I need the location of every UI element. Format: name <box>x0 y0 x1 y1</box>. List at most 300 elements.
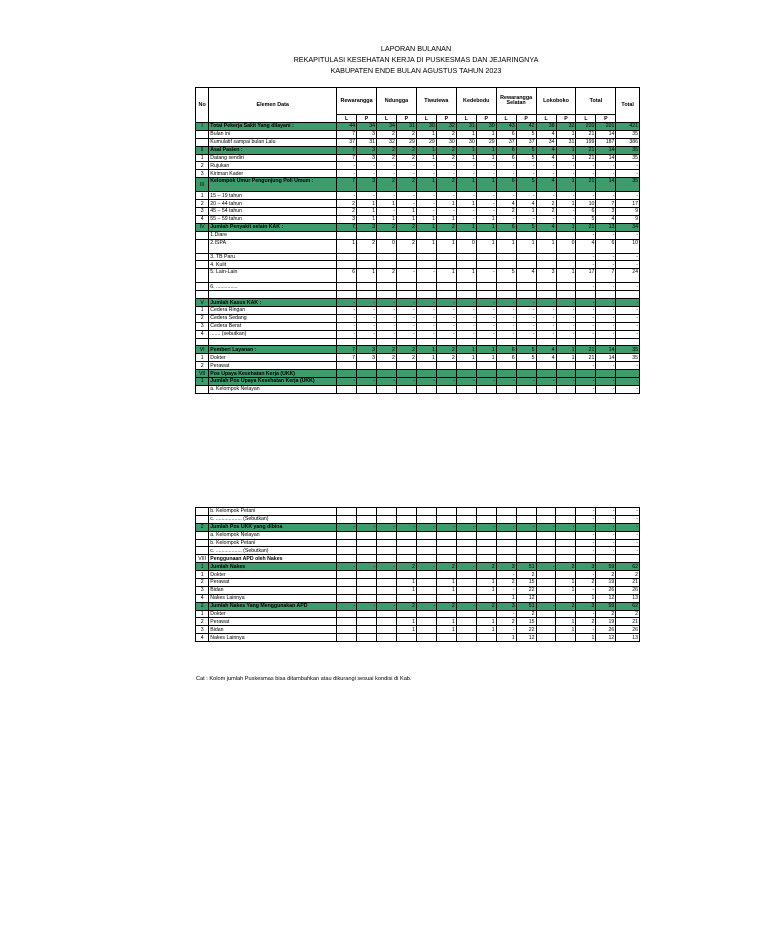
value-cell: 38 <box>536 123 556 131</box>
value-cell: - <box>556 170 576 178</box>
table-row <box>196 330 640 338</box>
row-label: Jumlah Kasus KAK : <box>209 299 337 307</box>
table-row <box>196 346 640 354</box>
value-cell: - <box>596 322 616 330</box>
row-number <box>196 269 209 283</box>
value-cell: 4 <box>496 200 516 208</box>
value-cell <box>396 555 416 563</box>
row-number: 2 <box>196 162 209 170</box>
row-number: 1 <box>196 154 209 162</box>
value-cell: 421 <box>616 123 640 131</box>
value-cell <box>396 547 416 555</box>
value-cell: 34 <box>377 123 397 131</box>
value-cell: - <box>596 231 616 239</box>
value-cell <box>476 539 496 547</box>
table-row <box>196 555 640 563</box>
value-cell <box>516 539 536 547</box>
value-cell <box>337 626 357 634</box>
row-label: 2.ISPA <box>209 239 337 253</box>
value-cell <box>337 555 357 563</box>
value-cell: 21 <box>576 178 596 192</box>
value-cell: 21 <box>576 146 596 154</box>
row-label: Pemberi Layanan : <box>209 346 337 354</box>
value-cell <box>516 231 536 239</box>
value-cell: 1 <box>496 594 516 602</box>
value-cell: - <box>377 563 397 571</box>
value-cell <box>536 610 556 618</box>
value-cell: - <box>436 378 456 386</box>
row-number: I <box>196 123 209 131</box>
value-cell: 4 <box>576 239 596 253</box>
row-label: Jumlah Pos UKK yang dibina <box>209 523 337 531</box>
value-cell: 1 <box>396 208 416 216</box>
value-cell <box>377 634 397 642</box>
value-cell: - <box>416 378 436 386</box>
table-row <box>196 146 640 154</box>
table-row <box>196 586 640 594</box>
value-cell <box>596 555 616 563</box>
value-cell: 1 <box>416 178 436 192</box>
value-cell: 42 <box>516 123 536 131</box>
value-cell: 1 <box>416 346 436 354</box>
value-cell: 2 <box>396 346 416 354</box>
value-cell: - <box>556 523 576 531</box>
value-cell: 7 <box>337 146 357 154</box>
row-label: Kumulatif sampai bulan Lalu <box>209 138 337 146</box>
value-cell: 51 <box>516 602 536 610</box>
value-cell: - <box>536 602 556 610</box>
value-cell <box>416 385 436 393</box>
value-cell: - <box>357 330 377 338</box>
value-cell: 1 <box>377 200 397 208</box>
value-cell <box>377 385 397 393</box>
table-row <box>196 208 640 216</box>
value-cell: - <box>476 208 496 216</box>
value-cell: 1 <box>556 269 576 283</box>
value-cell <box>396 231 416 239</box>
value-cell: 30 <box>476 123 496 131</box>
value-cell: - <box>396 378 416 386</box>
value-cell: 24 <box>616 269 640 283</box>
value-cell <box>396 634 416 642</box>
value-cell: - <box>596 314 616 322</box>
value-cell: 2 <box>476 563 496 571</box>
value-cell: 44 <box>337 123 357 131</box>
value-cell: 4 <box>516 200 536 208</box>
value-cell <box>337 291 357 299</box>
value-cell: 12 <box>596 634 616 642</box>
value-cell <box>416 547 436 555</box>
value-cell: 2 <box>436 130 456 138</box>
value-cell: - <box>556 378 576 386</box>
value-cell: 2 <box>337 208 357 216</box>
value-cell <box>456 579 476 587</box>
value-cell: - <box>357 314 377 322</box>
table-row <box>196 571 640 579</box>
value-cell: - <box>496 610 516 618</box>
value-cell: 34 <box>357 123 377 131</box>
value-cell: 26 <box>616 626 640 634</box>
value-cell <box>436 547 456 555</box>
value-cell <box>416 338 436 346</box>
value-cell: - <box>476 200 496 208</box>
row-label: 3. TB Paru <box>209 253 337 261</box>
value-cell <box>536 291 556 299</box>
value-cell <box>496 508 516 516</box>
value-cell: 29 <box>396 138 416 146</box>
value-cell <box>416 539 436 547</box>
value-cell <box>476 531 496 539</box>
value-cell: - <box>377 322 397 330</box>
value-cell: 1 <box>456 346 476 354</box>
value-cell: - <box>377 330 397 338</box>
value-cell <box>377 618 397 626</box>
row-label: Bidan <box>209 586 337 594</box>
value-cell: 14 <box>596 346 616 354</box>
value-cell <box>556 539 576 547</box>
value-cell: - <box>596 162 616 170</box>
value-cell: 1 <box>436 626 456 634</box>
value-cell <box>436 338 456 346</box>
value-cell: 1 <box>357 269 377 283</box>
value-cell <box>496 283 516 291</box>
value-cell: - <box>337 378 357 386</box>
value-cell: - <box>536 192 556 200</box>
value-cell: - <box>456 563 476 571</box>
row-number: 2 <box>196 602 209 610</box>
table-row <box>196 634 640 642</box>
value-cell <box>337 370 357 378</box>
value-cell: 6 <box>496 223 516 231</box>
row-number <box>196 508 209 516</box>
table-row <box>196 269 640 283</box>
value-cell: 1 <box>476 618 496 626</box>
value-cell <box>357 291 377 299</box>
value-cell: - <box>536 322 556 330</box>
value-cell <box>556 362 576 370</box>
header-pkm-3: Tiwutewa <box>416 88 456 115</box>
value-cell: - <box>416 208 436 216</box>
value-cell <box>556 291 576 299</box>
row-label: Kiriman Kader <box>209 170 337 178</box>
value-cell: 1 <box>416 130 436 138</box>
value-cell: 7 <box>337 223 357 231</box>
value-cell: - <box>337 192 357 200</box>
value-cell: - <box>576 283 596 291</box>
value-cell: - <box>536 314 556 322</box>
value-cell: 3 <box>357 154 377 162</box>
row-label: 5. Lain-Lain <box>209 269 337 283</box>
value-cell: - <box>377 170 397 178</box>
recap-table-page1 <box>195 87 640 394</box>
table-row <box>196 626 640 634</box>
value-cell: 21 <box>576 346 596 354</box>
value-cell <box>496 338 516 346</box>
value-cell: 2 <box>576 579 596 587</box>
value-cell: - <box>616 162 640 170</box>
row-label: Nakes Lainnya <box>209 634 337 642</box>
value-cell: - <box>456 602 476 610</box>
value-cell: 1 <box>416 215 436 223</box>
value-cell: 7 <box>337 130 357 138</box>
value-cell <box>416 508 436 516</box>
value-cell: 7 <box>337 154 357 162</box>
value-cell: 2 <box>496 208 516 216</box>
value-cell <box>536 618 556 626</box>
value-cell: 6 <box>496 154 516 162</box>
header-l-cell: L <box>576 115 596 123</box>
value-cell: 1 <box>357 215 377 223</box>
table-row <box>196 362 640 370</box>
value-cell: - <box>596 253 616 261</box>
value-cell <box>496 531 516 539</box>
value-cell <box>436 594 456 602</box>
value-cell <box>496 547 516 555</box>
value-cell: 1 <box>456 146 476 154</box>
value-cell: - <box>616 314 640 322</box>
value-cell: - <box>456 523 476 531</box>
table-row <box>196 314 640 322</box>
table-row <box>196 138 640 146</box>
value-cell: 1 <box>476 146 496 154</box>
value-cell: 1 <box>556 200 576 208</box>
value-cell <box>377 610 397 618</box>
value-cell: - <box>496 322 516 330</box>
table-row <box>196 563 640 571</box>
value-cell: 1 <box>436 579 456 587</box>
value-cell: - <box>456 170 476 178</box>
value-cell <box>536 579 556 587</box>
value-cell <box>536 594 556 602</box>
table-row <box>196 338 640 346</box>
value-cell <box>456 362 476 370</box>
value-cell <box>337 594 357 602</box>
value-cell: 1 <box>416 239 436 253</box>
value-cell: 1 <box>436 586 456 594</box>
value-cell: - <box>337 563 357 571</box>
value-cell <box>416 362 436 370</box>
value-cell <box>556 571 576 579</box>
value-cell: - <box>377 314 397 322</box>
value-cell: - <box>337 523 357 531</box>
value-cell: 15 <box>516 579 536 587</box>
value-cell: - <box>616 170 640 178</box>
value-cell <box>476 283 496 291</box>
value-cell <box>556 385 576 393</box>
row-number <box>196 261 209 269</box>
value-cell <box>436 362 456 370</box>
value-cell: - <box>536 215 556 223</box>
value-cell <box>436 610 456 618</box>
value-cell: - <box>456 162 476 170</box>
value-cell: 2 <box>436 154 456 162</box>
value-cell: 7 <box>337 178 357 192</box>
value-cell: 1 <box>556 354 576 362</box>
value-cell: 1 <box>556 223 576 231</box>
value-cell: 31 <box>456 123 476 131</box>
value-cell: 1 <box>436 200 456 208</box>
value-cell: - <box>357 563 377 571</box>
value-cell: 31 <box>556 138 576 146</box>
value-cell <box>516 291 536 299</box>
row-number <box>196 138 209 146</box>
value-cell <box>377 515 397 523</box>
value-cell: 19 <box>596 618 616 626</box>
value-cell: - <box>357 602 377 610</box>
value-cell <box>337 362 357 370</box>
value-cell: 21 <box>576 354 596 362</box>
value-cell <box>536 508 556 516</box>
table-row <box>196 291 640 299</box>
row-label: a. Kelompok Nelayan <box>209 531 337 539</box>
value-cell: 2 <box>476 602 496 610</box>
row-number: 1 <box>196 192 209 200</box>
header-pkm-2: Ndungga <box>377 88 417 115</box>
value-cell: 1 <box>476 586 496 594</box>
header-pkm-4: Kedebodu <box>456 88 496 115</box>
row-number: 1 <box>196 610 209 618</box>
value-cell: 1 <box>436 618 456 626</box>
value-cell <box>456 261 476 269</box>
value-cell: 35 <box>616 154 640 162</box>
value-cell: 3 <box>576 602 596 610</box>
row-label: 4. Kulit <box>209 261 337 269</box>
value-cell <box>456 539 476 547</box>
value-cell: 37 <box>337 138 357 146</box>
value-cell <box>476 515 496 523</box>
value-cell <box>516 362 536 370</box>
value-cell <box>456 385 476 393</box>
row-number: 1 <box>196 378 209 386</box>
value-cell: - <box>496 215 516 223</box>
value-cell <box>396 253 416 261</box>
value-cell: 51 <box>516 563 536 571</box>
table-row <box>196 253 640 261</box>
value-cell <box>536 626 556 634</box>
value-cell <box>416 531 436 539</box>
value-cell: 3 <box>357 178 377 192</box>
value-cell: 2 <box>396 146 416 154</box>
value-cell: 187 <box>596 138 616 146</box>
value-cell: 2 <box>536 208 556 216</box>
value-cell: - <box>436 523 456 531</box>
value-cell: - <box>476 170 496 178</box>
value-cell: - <box>576 385 596 393</box>
row-label: c. .................. (Sebutkan) <box>209 515 337 523</box>
value-cell: - <box>516 192 536 200</box>
value-cell: 10 <box>576 200 596 208</box>
header-elemen: Elemen Data <box>209 88 337 123</box>
value-cell: 35 <box>616 346 640 354</box>
value-cell: 3 <box>496 602 516 610</box>
value-cell: - <box>556 299 576 307</box>
value-cell: 1 <box>456 269 476 283</box>
value-cell <box>536 571 556 579</box>
value-cell: 1 <box>416 154 436 162</box>
value-cell <box>416 594 436 602</box>
value-cell: - <box>616 531 640 539</box>
row-label <box>209 291 337 299</box>
row-label: Bulan ini <box>209 130 337 138</box>
value-cell: - <box>476 330 496 338</box>
value-cell: 4 <box>536 154 556 162</box>
row-number: 3 <box>196 322 209 330</box>
value-cell: 2 <box>516 571 536 579</box>
value-cell: 1 <box>556 618 576 626</box>
table-row <box>196 547 640 555</box>
value-cell: 1 <box>337 239 357 253</box>
value-cell: 220 <box>576 123 596 131</box>
row-label: 45 – 54 tahun <box>209 208 337 216</box>
value-cell: 14 <box>596 130 616 138</box>
value-cell: - <box>436 322 456 330</box>
value-cell: - <box>576 610 596 618</box>
value-cell <box>556 531 576 539</box>
value-cell: - <box>576 571 596 579</box>
value-cell: 35 <box>616 354 640 362</box>
value-cell: 1 <box>436 215 456 223</box>
table-row <box>196 602 640 610</box>
report-period: KABUPATEN ENDE BULAN AGUSTUS TAHUN 2023 <box>330 66 502 75</box>
header-p-cell: P <box>476 115 496 123</box>
value-cell <box>357 531 377 539</box>
value-cell <box>596 291 616 299</box>
value-cell: 32 <box>436 123 456 131</box>
value-cell <box>576 291 596 299</box>
value-cell: 6 <box>596 239 616 253</box>
value-cell: - <box>596 515 616 523</box>
value-cell <box>416 261 436 269</box>
value-cell <box>456 634 476 642</box>
value-cell: 22 <box>516 626 536 634</box>
value-cell: 1 <box>396 586 416 594</box>
row-number: VI <box>196 346 209 354</box>
value-cell <box>377 508 397 516</box>
value-cell: - <box>616 231 640 239</box>
value-cell: 1 <box>516 208 536 216</box>
value-cell <box>337 253 357 261</box>
value-cell: 1 <box>476 130 496 138</box>
value-cell <box>516 370 536 378</box>
value-cell <box>536 539 556 547</box>
value-cell: - <box>456 330 476 338</box>
value-cell: 5 <box>516 346 536 354</box>
value-cell: - <box>396 322 416 330</box>
value-cell: - <box>377 208 397 216</box>
value-cell: 4 <box>596 215 616 223</box>
value-cell: - <box>576 539 596 547</box>
value-cell: 12 <box>516 634 536 642</box>
value-cell: 2 <box>396 602 416 610</box>
row-number: II <box>196 146 209 154</box>
row-label: Asal Pasien : <box>209 146 337 154</box>
value-cell <box>576 338 596 346</box>
value-cell: - <box>337 162 357 170</box>
report-title: LAPORAN BULANAN <box>380 44 452 53</box>
value-cell: 1 <box>396 626 416 634</box>
value-cell: 14 <box>596 154 616 162</box>
value-cell <box>377 555 397 563</box>
value-cell: 2 <box>377 269 397 283</box>
value-cell <box>357 508 377 516</box>
value-cell: - <box>337 602 357 610</box>
value-cell: 2 <box>616 610 640 618</box>
value-cell <box>396 508 416 516</box>
value-cell <box>416 555 436 563</box>
value-cell: - <box>456 208 476 216</box>
value-cell: - <box>576 515 596 523</box>
value-cell <box>556 634 576 642</box>
